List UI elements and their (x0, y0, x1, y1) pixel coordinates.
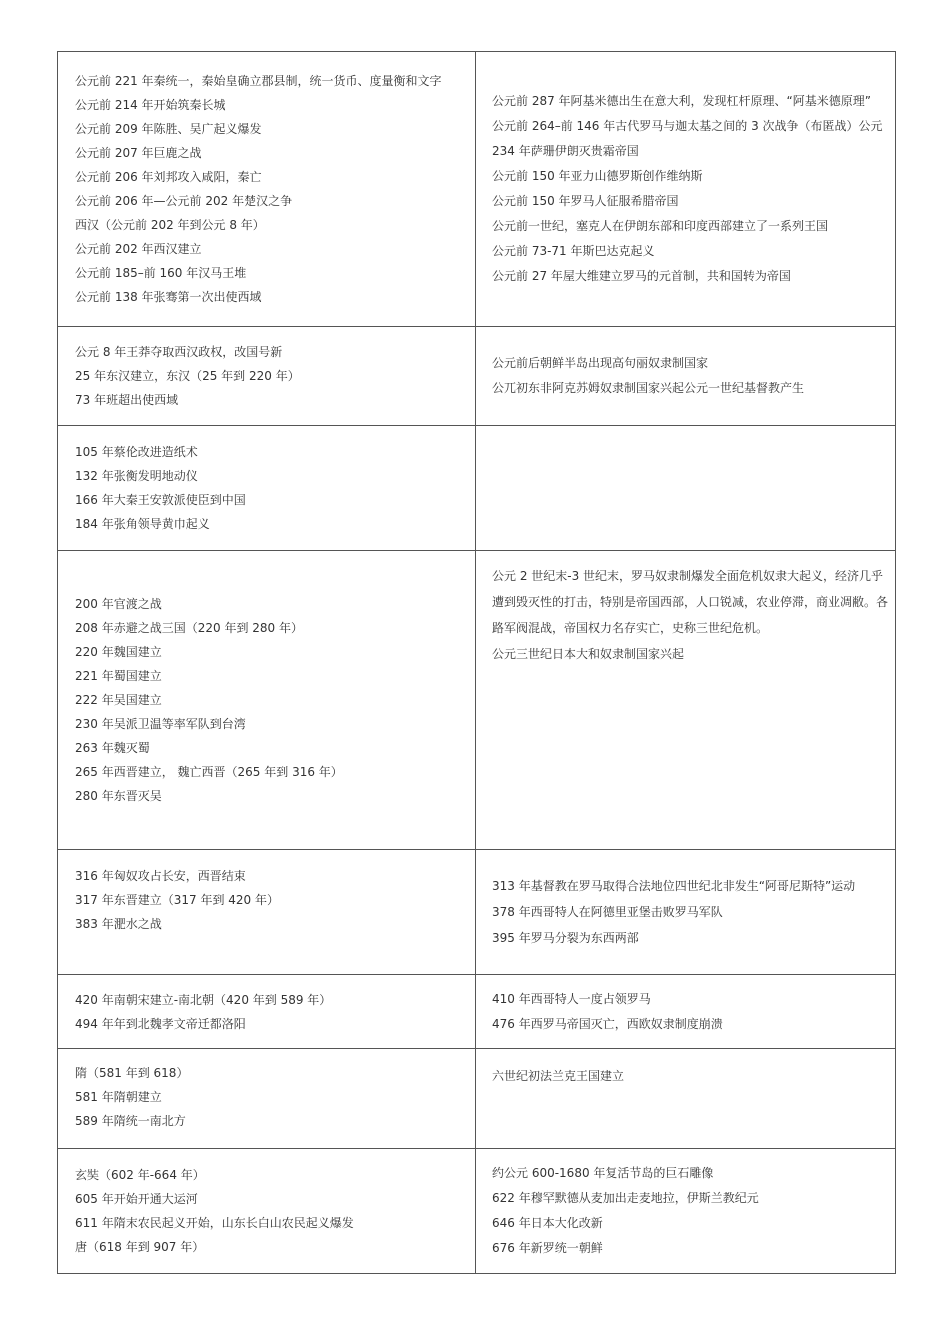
event-line: 公元 8 年王莽夺取西汉政权，改国号新 (75, 345, 283, 359)
event-line: 494 年年到北魏孝文帝迁都洛阳 (75, 1016, 246, 1031)
table-row (58, 52, 896, 327)
event-line: 公元 2 世纪末-3 世纪末，罗马奴隶制爆发全面危机奴隶大起义，经济几乎遭到毁灭性的打击，特别是帝国西部，人口锐减，农业停滞，商业凋敝。各路军阀混战，帝国权力名存实亡，史称三世纪危机。 (492, 569, 889, 635)
china-events-cell (58, 551, 476, 850)
event-line: 646 年日本大化改新 (492, 1216, 603, 1230)
event-line: 605 年开始开通大运河 (75, 1192, 198, 1206)
world-events-cell (476, 975, 896, 1049)
world-events-cell (476, 1049, 896, 1149)
event-line: 200 年官渡之战 (75, 597, 162, 611)
event-line: 公元前 206 年—公元前 202 年楚汉之争 (75, 194, 293, 208)
event-line: 280 年东晋灭吴 (75, 789, 162, 803)
event-line: 公元前 264–前 146 年古代罗马与迦太基之间的 3 次战争（布匿战）公元 234 年萨珊伊朗灭贵霜帝国 (492, 119, 883, 158)
china-events-cell (58, 850, 476, 975)
event-line: 184 年张角领导黄巾起义 (75, 517, 210, 531)
event-line: 589 年隋统一南北方 (75, 1114, 186, 1128)
event-line: 166 年大秦王安敦派使臣到中国 (75, 493, 246, 507)
event-line: 西汉（公元前 202 年到公元 8 年） (75, 218, 265, 232)
event-line: 263 年魏灭蜀 (75, 741, 150, 755)
table-row (58, 975, 896, 1049)
world-events-cell (476, 426, 896, 551)
world-events-cell (476, 327, 896, 426)
event-line: 410 年西哥特人一度占领罗马 (492, 991, 651, 1006)
event-line: 265 年西晋建立， 魏亡西晋（265 年到 316 年） (75, 765, 343, 779)
world-events-cell (476, 551, 896, 850)
table-row (58, 551, 896, 850)
event-line: 公元前一世纪，塞克人在伊朗东部和印度西部建立了一系列王国 (492, 219, 829, 233)
event-line: 公兀初东非阿克苏姆奴隶制国家兴起公元一世纪基督教产生 (492, 381, 805, 395)
event-line: 220 年魏国建立 (75, 645, 162, 659)
event-line: 公元前 287 年阿基米德出生在意大利，发现杠杆原理、“阿基米德原理” (492, 94, 871, 108)
event-line: 622 年穆罕默德从麦加出走麦地拉，伊斯兰教纪元 (492, 1191, 759, 1205)
event-line: 222 年吴国建立 (75, 693, 162, 707)
event-line: 公元前 221 年秦统一，秦始皇确立郡县制，统一货币、度量衡和文字 (75, 74, 442, 88)
table-row (58, 1149, 896, 1274)
table-row (58, 850, 896, 975)
china-events-cell (58, 327, 476, 426)
table-row (58, 426, 896, 551)
world-events-cell (476, 850, 896, 975)
china-events-cell (58, 426, 476, 551)
event-line: 313 年基督教在罗马取得合法地位四世纪北非发生“阿哥尼斯特”运动 (492, 879, 856, 893)
event-line: 611 年隋末农民起义开始，山东长白山农民起义爆发 (75, 1216, 354, 1230)
event-line: 316 年匈奴攻占长安，西晋结束 (75, 869, 246, 883)
event-line: 玄奘（602 年-664 年） (75, 1168, 205, 1182)
event-line: 317 年东晋建立（317 年到 420 年） (75, 893, 279, 907)
event-line: 公元前 206 年刘邦攻入咸阳，秦亡 (75, 170, 262, 184)
event-line: 581 年隋朝建立 (75, 1090, 162, 1104)
event-line: 208 年赤避之战三国（220 年到 280 年） (75, 621, 303, 635)
event-line: 约公元 600-1680 年复活节岛的巨石雕像 (492, 1166, 714, 1180)
world-events-cell (476, 1149, 896, 1274)
timeline-table (57, 51, 896, 1274)
event-line: 420 年南朝宋建立-南北朝（420 年到 589 年） (75, 992, 332, 1007)
event-line: 公元前 202 年西汉建立 (75, 242, 202, 256)
event-line: 公元三世纪日本大和奴隶制国家兴起 (492, 647, 685, 661)
table-row (58, 327, 896, 426)
event-line: 676 年新罗统一朝鲜 (492, 1241, 603, 1255)
event-line: 132 年张衡发明地动仪 (75, 469, 198, 483)
china-events-cell (58, 975, 476, 1049)
event-line: 230 年吴派卫温等率军队到台湾 (75, 717, 246, 731)
event-line: 公元前 209 年陈胜、吴广起义爆发 (75, 122, 262, 136)
world-events-cell (476, 52, 896, 327)
event-line: 公元前后朝鲜半岛出现高句丽奴隶制国家 (492, 356, 709, 370)
event-line: 476 年西罗马帝国灭亡，西欧奴隶制度崩溃 (492, 1016, 723, 1031)
event-line: 公元前 214 年开始筑秦长城 (75, 98, 226, 112)
event-line: 六世纪初法兰克王国建立 (492, 1069, 625, 1083)
event-line: 378 年西哥特人在阿德里亚堡击败罗马军队 (492, 905, 723, 919)
table-row (58, 1049, 896, 1149)
event-line: 公元前 150 年亚力山德罗斯创作维纳斯 (492, 169, 703, 183)
event-line: 383 年淝水之战 (75, 917, 162, 931)
event-line: 25 年东汉建立，东汉（25 年到 220 年） (75, 369, 300, 383)
event-line: 公元前 207 年巨鹿之战 (75, 146, 202, 160)
event-line: 221 年蜀国建立 (75, 669, 162, 683)
china-events-cell (58, 1049, 476, 1149)
event-line: 公元前 185–前 160 年汉马王堆 (75, 266, 247, 280)
event-line: 395 年罗马分裂为东西两部 (492, 931, 639, 945)
event-line: 公元前 27 年屋大维建立罗马的元首制，共和国转为帝国 (492, 269, 791, 283)
event-line: 公元前 138 年张骞第一次出使西域 (75, 290, 262, 304)
china-events-cell (58, 52, 476, 327)
event-line: 唐（618 年到 907 年） (75, 1240, 205, 1254)
event-line: 公元前 73-71 年斯巴达克起义 (492, 244, 655, 258)
event-line: 公元前 150 年罗马人征服希腊帝国 (492, 194, 679, 208)
china-events-cell (58, 1149, 476, 1274)
event-line: 105 年蔡伦改进造纸术 (75, 445, 198, 459)
event-line: 隋（581 年到 618） (75, 1066, 189, 1080)
event-line: 73 年班超出使西域 (75, 393, 179, 407)
